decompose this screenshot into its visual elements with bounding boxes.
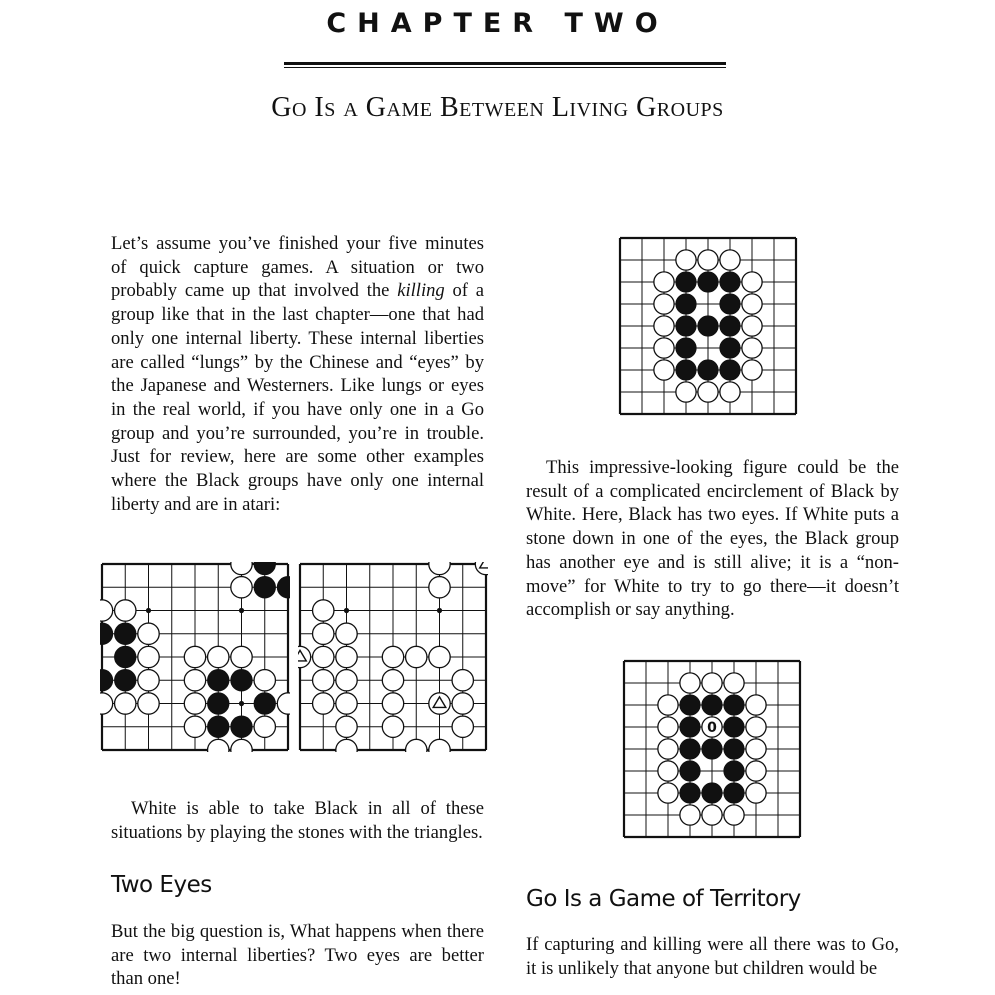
white-stone xyxy=(231,646,252,667)
white-stone xyxy=(724,673,744,693)
white-stone xyxy=(115,693,136,714)
white-stone xyxy=(742,338,762,358)
chapter-title: Go Is a Game Between Living Groups xyxy=(271,92,724,123)
board-svg xyxy=(298,562,488,752)
black-stone xyxy=(720,272,740,292)
black-stone xyxy=(680,717,700,737)
white-stone xyxy=(115,600,136,621)
black-stone xyxy=(254,693,275,714)
white-stone xyxy=(313,670,334,691)
black-stone xyxy=(115,670,136,691)
intro-paragraph xyxy=(111,232,484,516)
white-stone xyxy=(406,739,427,752)
white-stone xyxy=(720,250,740,270)
white-stone xyxy=(429,562,450,575)
white-stone xyxy=(231,577,252,598)
white-stone xyxy=(138,646,159,667)
white-stone xyxy=(742,272,762,292)
white-stone xyxy=(313,623,334,644)
white-stone xyxy=(313,600,334,621)
white-stone xyxy=(254,716,275,737)
star-point xyxy=(437,608,442,613)
white-stone xyxy=(676,382,696,402)
white-stone xyxy=(658,783,678,803)
black-stone xyxy=(724,783,744,803)
white-stone xyxy=(702,805,722,825)
black-stone xyxy=(676,338,696,358)
white-stone xyxy=(654,316,674,336)
white-stone xyxy=(336,739,357,752)
white-stone xyxy=(746,717,766,737)
white-stone xyxy=(698,382,718,402)
board-svg xyxy=(100,562,290,752)
two-eyes-board xyxy=(618,236,798,416)
black-stone xyxy=(724,761,744,781)
white-stone xyxy=(654,294,674,314)
white-stone xyxy=(184,716,205,737)
white-stone xyxy=(452,716,473,737)
white-stone xyxy=(382,693,403,714)
white-stone xyxy=(742,294,762,314)
white-stone xyxy=(746,695,766,715)
white-stone xyxy=(429,739,450,752)
white-stone xyxy=(680,805,700,825)
black-stone xyxy=(720,294,740,314)
white-stone xyxy=(658,761,678,781)
black-stone xyxy=(115,623,136,644)
black-stone xyxy=(254,562,275,575)
white-stone xyxy=(336,693,357,714)
black-stone xyxy=(680,783,700,803)
white-stone xyxy=(138,693,159,714)
black-stone xyxy=(680,761,700,781)
paragraph-text: of a group like that in the last chapter—one that had only one internal liberty. These internal liberties are called “lungs” by the Chinese and “eyes” by the Japanese and Westerners. Like lungs or eyes in the real world, if you have only one in a Go group and you’re surrounded, you’re in trouble. Just for review, here are some other examples where the Black groups have only one internal liberty and are in atari: xyxy=(111,280,484,515)
white-stone xyxy=(382,716,403,737)
black-stone xyxy=(208,693,229,714)
white-stone xyxy=(698,250,718,270)
board-svg xyxy=(622,659,802,839)
white-stone xyxy=(208,739,229,752)
caption-paragraph: White is able to take Black in all of these situations by playing the stones with the triangles. xyxy=(111,798,484,843)
white-stone xyxy=(702,673,722,693)
white-stone xyxy=(208,646,229,667)
white-stone xyxy=(658,739,678,759)
figure-paragraph: This impressive-looking figure could be the result of a complicated encirclement of Black by White. Here, Black has two eyes. If White puts a stone down in one of the eyes, the Black group has another eye and is still alive; it is a “non-move” for White to try to go there—it doesn’t accomplish or say anything. xyxy=(526,457,899,621)
black-stone xyxy=(724,739,744,759)
black-stone xyxy=(208,716,229,737)
white-stone xyxy=(138,623,159,644)
black-stone xyxy=(702,695,722,715)
white-stone xyxy=(336,623,357,644)
black-stone xyxy=(698,272,718,292)
white-stone xyxy=(336,716,357,737)
atari-board-b xyxy=(298,562,488,752)
white-stone xyxy=(277,693,290,714)
header-rule-thick xyxy=(284,62,726,65)
white-stone xyxy=(184,693,205,714)
header-rule-thin xyxy=(284,67,726,68)
star-point xyxy=(344,608,349,613)
stone-label: 0 xyxy=(707,720,717,736)
white-stone xyxy=(658,717,678,737)
white-stone xyxy=(720,382,740,402)
white-stone xyxy=(658,695,678,715)
emphasis-text: killing xyxy=(397,280,445,302)
black-stone xyxy=(277,577,290,598)
star-point xyxy=(239,701,244,706)
white-stone xyxy=(680,673,700,693)
black-stone xyxy=(676,316,696,336)
white-stone xyxy=(336,646,357,667)
black-stone xyxy=(231,716,252,737)
two-eyes-paragraph: But the big question is, What happens when there are two internal liberties? Two eyes are better than one! xyxy=(111,921,484,990)
white-stone xyxy=(336,670,357,691)
white-stone xyxy=(254,670,275,691)
white-stone xyxy=(746,783,766,803)
white-stone xyxy=(231,739,252,752)
black-stone xyxy=(254,577,275,598)
white-stone xyxy=(406,646,427,667)
white-stone xyxy=(746,761,766,781)
black-stone xyxy=(676,360,696,380)
white-stone xyxy=(429,646,450,667)
atari-board-a xyxy=(100,562,290,752)
black-stone xyxy=(231,670,252,691)
white-stone xyxy=(452,693,473,714)
black-stone xyxy=(100,670,113,691)
black-stone xyxy=(698,316,718,336)
two-eyes-heading: Two Eyes xyxy=(111,872,212,898)
black-stone xyxy=(680,739,700,759)
board-svg xyxy=(618,236,798,416)
white-stone xyxy=(184,646,205,667)
territory-heading: Go Is a Game of Territory xyxy=(526,886,801,912)
black-stone xyxy=(702,739,722,759)
black-stone xyxy=(724,717,744,737)
black-stone xyxy=(702,783,722,803)
white-stone xyxy=(742,360,762,380)
white-stone xyxy=(676,250,696,270)
black-stone xyxy=(698,360,718,380)
star-point xyxy=(146,608,151,613)
white-stone xyxy=(313,693,334,714)
white-stone xyxy=(654,272,674,292)
white-stone xyxy=(184,670,205,691)
black-stone xyxy=(100,623,113,644)
white-stone xyxy=(382,646,403,667)
white-stone xyxy=(746,739,766,759)
black-stone xyxy=(720,316,740,336)
black-stone xyxy=(208,670,229,691)
white-stone xyxy=(742,316,762,336)
white-stone xyxy=(231,562,252,575)
two-eyes-board-filled xyxy=(622,659,802,839)
white-stone xyxy=(654,338,674,358)
white-stone xyxy=(429,577,450,598)
black-stone xyxy=(720,338,740,358)
star-point xyxy=(239,608,244,613)
white-stone xyxy=(382,670,403,691)
white-stone xyxy=(100,693,113,714)
paragraph-text: Let’s assume you’ve finished your five minutes of quick capture games. A situation or two probably came up that involved the xyxy=(111,233,484,302)
black-stone xyxy=(724,695,744,715)
chapter-label: CHAPTER TWO xyxy=(326,8,669,39)
white-stone xyxy=(724,805,744,825)
black-stone xyxy=(676,272,696,292)
white-stone xyxy=(313,646,334,667)
white-stone xyxy=(100,600,113,621)
territory-paragraph: If capturing and killing were all there was to Go, it is unlikely that anyone but children would be xyxy=(526,934,899,979)
black-stone xyxy=(680,695,700,715)
black-stone xyxy=(115,646,136,667)
white-stone xyxy=(654,360,674,380)
white-stone xyxy=(138,670,159,691)
black-stone xyxy=(720,360,740,380)
white-stone xyxy=(452,670,473,691)
black-stone xyxy=(676,294,696,314)
